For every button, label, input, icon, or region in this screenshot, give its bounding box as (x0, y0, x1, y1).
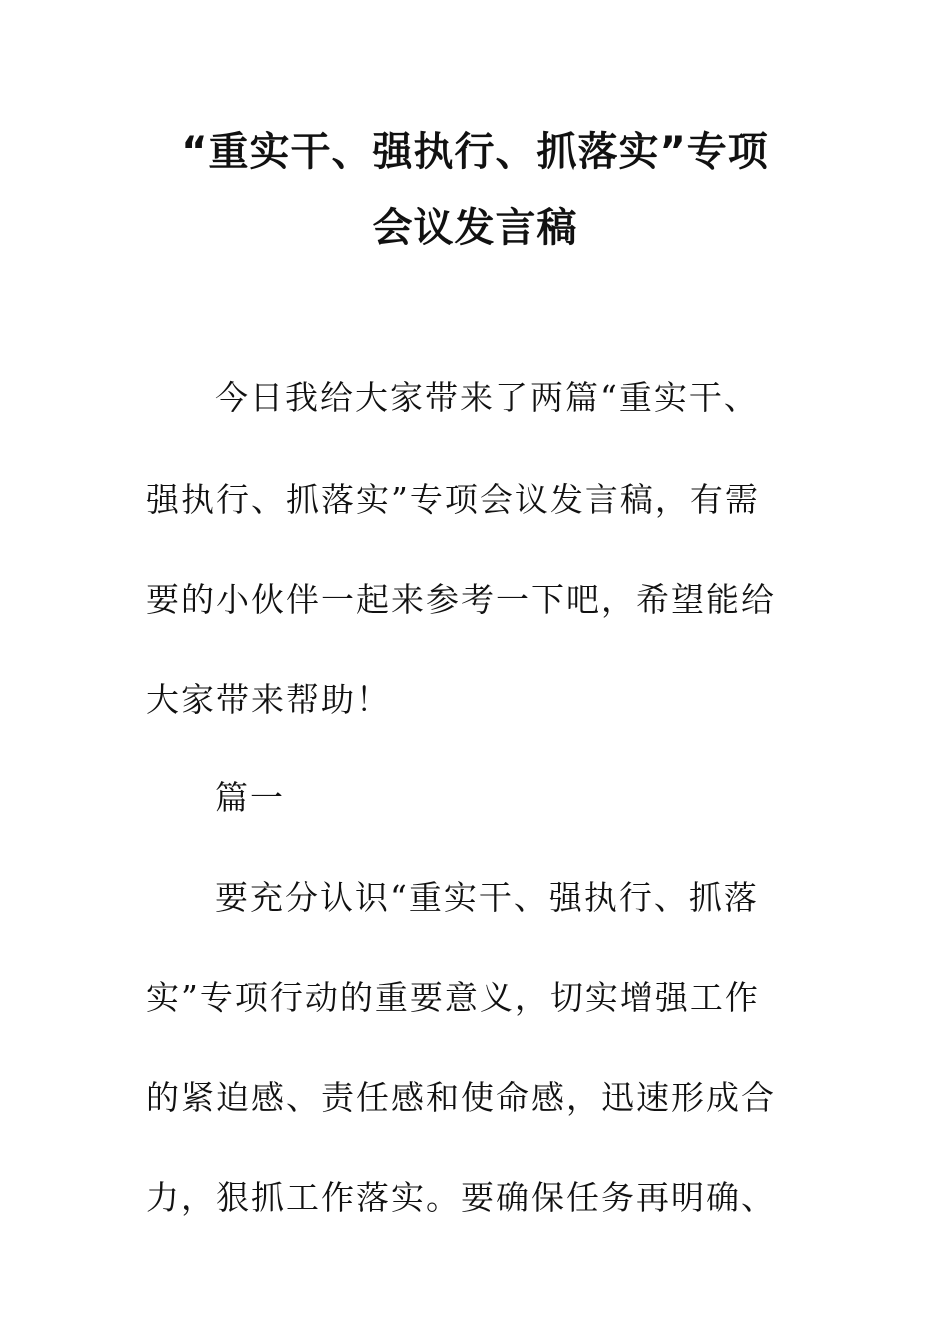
intro-paragraph-line-4: 大家带来帮助！ (146, 680, 391, 719)
body-paragraph-line-4: 力，狠抓工作落实。要确保任务再明确、 (146, 1178, 776, 1217)
intro-paragraph-line-3: 要的小伙伴一起来参考一下吧，希望能给 (146, 580, 776, 619)
body-paragraph-line-2: 实”专项行动的重要意义，切实增强工作 (146, 978, 760, 1017)
intro-paragraph-line-2: 强执行、抓落实”专项会议发言稿，有需 (146, 480, 760, 519)
document-title-line-1: “重实干、强执行、抓落实”专项 (181, 129, 769, 175)
body-paragraph-line-3: 的紧迫感、责任感和使命感，迅速形成合 (146, 1078, 776, 1117)
body-paragraph-line-1: 要充分认识“重实干、强执行、抓落 (215, 878, 759, 917)
document-title-line-2: 会议发言稿 (372, 205, 578, 251)
section-heading: 篇一 (215, 778, 285, 817)
intro-paragraph-line-1: 今日我给大家带来了两篇“重实干、 (215, 378, 759, 417)
